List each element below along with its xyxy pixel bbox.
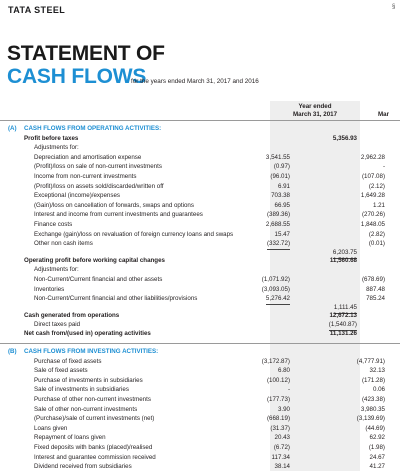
current-year-value: 66.95 xyxy=(274,201,290,209)
brand-logo-text: TATA STEEL xyxy=(8,5,66,15)
table-row xyxy=(0,182,400,192)
page-subtitle: for the years ended March 31, 2017 and 2016 xyxy=(131,78,259,85)
table-row xyxy=(0,424,400,434)
header-rule xyxy=(0,120,400,121)
current-year-value: 11,131.26 xyxy=(329,329,357,337)
table-row xyxy=(0,395,400,405)
previous-year-value: (107.08) xyxy=(361,173,385,180)
table-row xyxy=(0,376,400,386)
row-label: (Profit)/loss on assets sold/discarded/written off xyxy=(34,182,164,190)
previous-year-value: 41.27 xyxy=(369,463,385,471)
previous-year-value: 1.21 xyxy=(372,201,385,209)
profit-before-taxes-row xyxy=(0,134,400,144)
row-label: Dividend received from subsidiaries xyxy=(34,463,132,471)
previous-year-value: (270.26) xyxy=(361,211,385,219)
row-label: Other non cash items xyxy=(34,240,93,248)
corner-mark: § xyxy=(392,4,396,10)
row-label: Net cash from/(used in) operating activities xyxy=(24,329,151,337)
row-label: Exchange (gain)/loss on revaluation of foreign currency loans and swaps xyxy=(34,230,234,238)
table-row xyxy=(0,405,400,415)
previous-year-value: (0.01) xyxy=(368,240,385,248)
table-row xyxy=(0,285,400,295)
adjustments-label-row xyxy=(0,143,400,153)
current-year-value: (389.36) xyxy=(266,211,290,219)
row-label: Purchase of investments in subsidiaries xyxy=(34,376,143,384)
current-year-value: 20.43 xyxy=(274,434,290,442)
row-label: Non-Current/Current financial and other liabilities/provisions xyxy=(34,295,198,303)
row-label: Sale of investments in subsidiaries xyxy=(34,386,129,394)
page-title-line-2: CASH FLOWS xyxy=(7,65,147,88)
current-year-value: 2,688.55 xyxy=(265,221,290,228)
table-row xyxy=(0,462,400,472)
current-year-value: 117.34 xyxy=(271,453,290,461)
operating-profit-row xyxy=(0,256,400,266)
previous-year-value: 785.24 xyxy=(366,295,385,303)
column-header-current-year xyxy=(275,103,355,119)
current-year-value: 1,111.45 xyxy=(334,303,357,314)
row-label: Operating profit before working capital changes xyxy=(24,256,165,264)
current-year-value: (1,540.87) xyxy=(329,320,357,331)
current-year-value: (3,093.05) xyxy=(261,285,290,293)
current-year-value: 11,560.68 xyxy=(329,256,357,264)
previous-year-value: 1,848.05 xyxy=(360,221,385,228)
section-header-row xyxy=(0,124,400,134)
table-row xyxy=(0,443,400,453)
row-label: Interest and income from current investments and guarantees xyxy=(34,211,203,219)
previous-year-value: 1,649.28 xyxy=(360,192,385,200)
row-label: Non-Current/Current financial and other assets xyxy=(34,276,163,283)
row-label: Fixed deposits with banks (placed)/realised xyxy=(34,444,153,451)
current-year-value: - xyxy=(287,386,290,394)
previous-year-value: 24.67 xyxy=(369,453,385,461)
current-year-value: 6.80 xyxy=(277,367,290,375)
table-row xyxy=(0,275,400,285)
previous-year-value: (678.69) xyxy=(361,276,385,283)
current-year-value: 3.90 xyxy=(277,405,290,413)
row-label: Loans given xyxy=(34,424,68,432)
previous-year-value: 887.48 xyxy=(366,285,385,293)
row-label: (Purchase)/sale of current investments (net) xyxy=(34,415,155,423)
row-label: Direct taxes paid xyxy=(34,320,81,328)
table-row xyxy=(0,230,400,240)
net-cash-operating-row xyxy=(0,329,400,339)
current-year-value: 6,203.75 xyxy=(333,248,357,259)
row-label: Purchase of other non-current investments xyxy=(34,396,151,403)
current-year-value: (3,172.87) xyxy=(261,357,290,365)
previous-year-value: (423.38) xyxy=(361,396,385,403)
row-label: Inventories xyxy=(34,285,65,293)
table-row xyxy=(0,201,400,211)
previous-year-value: 2,962.28 xyxy=(360,153,385,161)
table-row xyxy=(0,385,400,395)
column-header-previous-year: Mar xyxy=(378,111,390,118)
previous-year-value: (2.12) xyxy=(368,182,385,190)
row-label: Interest and guarantee commission received xyxy=(34,453,156,461)
previous-year-value: 62.92 xyxy=(369,434,385,442)
page-title-line-1: STATEMENT OF xyxy=(7,42,165,65)
row-label: Repayment of loans given xyxy=(34,434,106,442)
current-year-value: 703.38 xyxy=(271,192,290,200)
column-header-line-1: Year ended xyxy=(298,103,332,110)
current-year-value: (332.72) xyxy=(267,239,290,250)
current-year-value: 6.91 xyxy=(277,182,290,190)
row-label: CASH FLOWS FROM OPERATING ACTIVITIES: xyxy=(24,125,162,132)
row-label: (Gain)/loss on cancellation of forwards, swaps and options xyxy=(34,201,194,209)
row-label: Adjustments for: xyxy=(34,266,79,274)
table-row xyxy=(0,153,400,163)
table-row xyxy=(0,414,400,424)
row-label: Profit before taxes xyxy=(24,134,79,142)
current-year-value: 5,276.42 xyxy=(266,294,290,305)
previous-year-value: - xyxy=(382,163,385,171)
row-label: Exceptional (income)/expenses xyxy=(34,192,120,200)
current-year-value: 5,356.93 xyxy=(332,134,357,142)
row-label: Depreciation and amortisation expense xyxy=(34,153,142,161)
wc-adjustments-label-row xyxy=(0,265,400,275)
table-row xyxy=(0,453,400,463)
current-year-value: 12,672.13 xyxy=(329,311,357,319)
section-code: (A) xyxy=(8,125,17,132)
previous-year-value: 3,980.35 xyxy=(360,405,385,413)
current-year-value: (668.19) xyxy=(266,415,290,423)
previous-year-value: (1.98) xyxy=(368,444,385,451)
row-label: Income from non-current investments xyxy=(34,173,137,180)
section-divider-rule xyxy=(0,343,400,344)
table-row xyxy=(0,172,400,182)
section-header-row xyxy=(0,347,400,357)
row-label: Sale of other non-current investments xyxy=(34,405,138,413)
table-row xyxy=(0,357,400,367)
column-header-line-2: March 31, 2017 xyxy=(292,111,338,118)
row-label: (Profit)/loss on sale of non-current investments xyxy=(34,163,162,171)
current-year-value: (1,071.92) xyxy=(261,276,290,283)
previous-year-value: 0.06 xyxy=(372,386,385,394)
current-year-value: (96.01) xyxy=(270,173,290,180)
row-label: Adjustments for: xyxy=(34,144,79,152)
table-row xyxy=(0,191,400,201)
row-label: Purchase of fixed assets xyxy=(34,357,102,365)
current-year-value: (0.97) xyxy=(273,163,290,171)
previous-year-value: (171.28) xyxy=(361,376,385,384)
previous-year-value: (2.82) xyxy=(368,230,385,238)
current-year-value: 38.14 xyxy=(274,463,290,471)
table-row xyxy=(0,210,400,220)
current-year-value: (100.12) xyxy=(266,376,290,384)
previous-year-value: (3,139.69) xyxy=(356,415,385,423)
current-year-value: (6.72) xyxy=(273,444,290,451)
current-year-value: (177.73) xyxy=(266,396,290,403)
previous-year-value: (44.69) xyxy=(365,424,385,432)
table-row xyxy=(0,220,400,230)
row-label: Finance costs xyxy=(34,221,73,228)
row-label: Sale of fixed assets xyxy=(34,367,88,375)
table-row xyxy=(0,433,400,443)
previous-year-value: 32.13 xyxy=(369,367,385,375)
row-label: CASH FLOWS FROM INVESTING ACTIVITIES: xyxy=(24,348,159,355)
section-code: (B) xyxy=(8,348,17,355)
table-row xyxy=(0,162,400,172)
current-year-value: 3,541.55 xyxy=(265,153,290,161)
current-year-value: (31.37) xyxy=(270,424,290,432)
table-row xyxy=(0,366,400,376)
row-label: Cash generated from operations xyxy=(24,311,120,319)
current-year-value: 15.47 xyxy=(274,230,290,238)
previous-year-value: (4,777.91) xyxy=(356,357,385,365)
